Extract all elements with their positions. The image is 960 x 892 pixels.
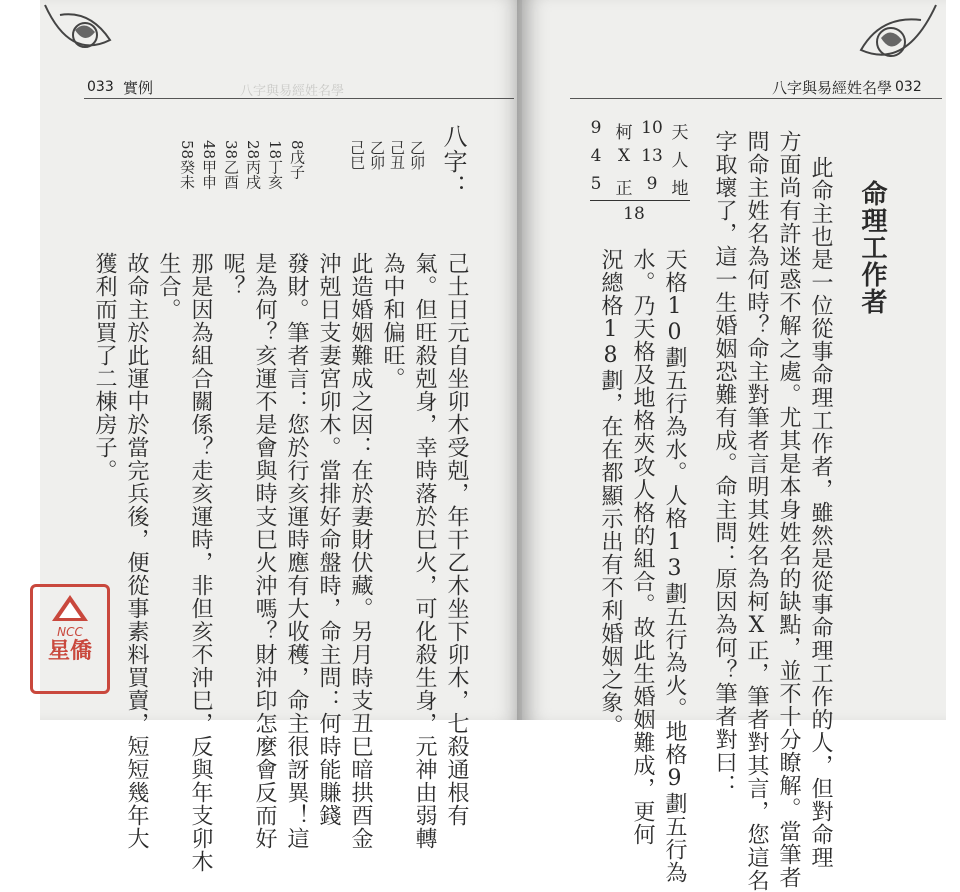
text-column: 問命主姓名為何時？命主對筆者言明其姓名為柯X正，筆者對其言，您這名 [744,130,769,892]
bazi-pillar: 乙卯 [408,140,426,170]
text-column: 己土日元自坐卯木受剋，年干乙木坐下卯木，七殺通根有 [444,252,469,827]
page-number: 032 [895,79,922,95]
bazi-pillar: 己巳 [348,140,366,170]
grid-total: 18 [623,204,645,224]
dayun-item: 58癸未 [178,140,196,190]
right-page [522,0,946,892]
section-title: 命理工作者 [857,180,887,315]
grid-cell: X [617,146,631,166]
text-column: 字取壞了，這一生婚姻恐難有成。命主問：原因為何？筆者對曰： [712,130,737,797]
header-title: 實例 [123,79,154,97]
grid-divider [590,200,690,201]
text-column: 氣。但旺殺剋身，幸時落於巳火，可化殺生身，元神由弱轉 [412,252,437,850]
text-column: 那是因為組合關係？走亥運時，非但亥不沖巳，反與年支卯木 [188,252,213,873]
bazi-pillar: 乙卯 [368,140,386,170]
dayun-item: 48甲申 [200,140,218,190]
left-page [40,0,522,873]
name-grid [582,118,702,228]
dayun-item: 8戊子 [288,140,306,180]
header-title: 八字與易經姓名學 [772,79,893,97]
grid-cell: 13 [641,146,663,166]
text-column: 況總格18劃，在在都顯示出有不利婚姻之象。 [598,248,623,737]
section-label: 八字： [439,124,467,199]
mountain-icon [52,595,88,621]
text-column: 發財。筆者言：您於行亥運時應有大收穫，命主很訝異！這 [284,252,309,850]
grid-cell: 人 [671,151,689,171]
dayun-item: 28丙戌 [244,140,262,190]
grid-cell: 5 [590,174,602,194]
text-column: 故命主於此運中於當完兵後，便從事素料買賣，短短幾年大 [124,252,149,850]
text-column: 此造婚姻難成之因：在於妻財伏藏。另月時支丑巳暗拱酉金 [348,252,373,850]
text-column: 水。乃天格及地格夾攻人格的組合。故此生婚姻難成，更何 [630,248,655,846]
grid-cell: 9 [590,118,602,138]
stamp-brand: NCC [57,625,83,639]
text-column: 呢？ [220,252,245,298]
text-column: 為中和偏旺。 [380,252,405,390]
stamp-name: 星僑 [47,639,92,664]
grid-cell: 地 [671,179,689,199]
bleed-through-text: 八字與易經姓名學 [240,84,345,99]
dayun-item: 38乙酉 [222,140,240,190]
ornament-left-icon [40,0,120,70]
text-column: 生合。 [156,252,181,321]
text-column: 天格10劃五行為水。人格13劃五行為火。地格9劃五行為 [662,248,687,884]
grid-cell: 天 [671,123,689,143]
header-rule [570,98,942,99]
text-column: 方面尚有許迷惑不解之處。尤其是本身姓名的缺點，並不十分瞭解。當筆者 [776,130,801,889]
text-column: 此命主也是一位從事命理工作者，雖然是從事命理工作的人，但對命理 [808,156,833,869]
text-column: 沖剋日支妻宮卯木。當排好命盤時，命主問：何時能賺錢 [316,252,341,827]
grid-cell: 4 [590,146,602,166]
dayun-item: 18丁亥 [266,140,284,190]
text-column: 是為何？亥運不是會與時支巳火沖嗎？財沖印怎麼會反而好 [252,252,277,850]
text-column: 獲利而買了二棟房子。 [92,252,117,482]
grid-cell: 柯 [615,123,633,143]
grid-cell: 正 [615,179,633,199]
ncc-stamp [30,584,110,694]
grid-cell: 9 [646,174,658,194]
grid-cell: 10 [641,118,663,138]
bazi-pillar: 己丑 [388,140,406,170]
page-number: 033 [87,79,114,95]
